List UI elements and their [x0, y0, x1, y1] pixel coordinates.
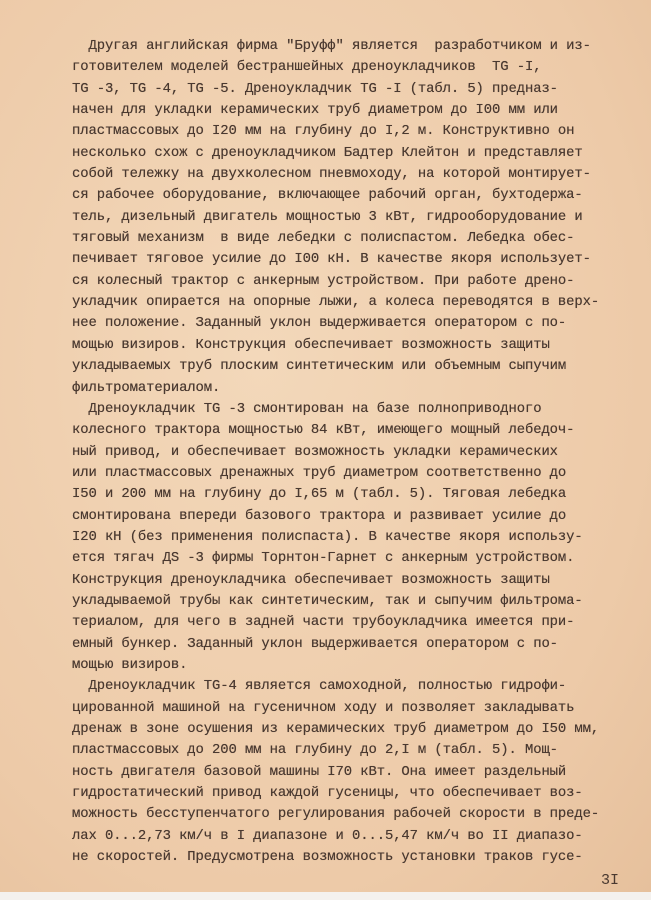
text-line: ность двигателя базовой машины I70 кВт. Она имеет раздельный	[72, 763, 567, 780]
text-line: I50 и 200 мм на глубину до I,65 м (табл. 5). Тяговая лебедка	[72, 486, 567, 503]
text-line: тель, дизельный двигатель мощностью 3 кВт, гидрооборудование и	[72, 208, 583, 225]
text-line: пластмассовых до 200 мм на глубину до 2,I м (табл. 5). Мощ-	[72, 742, 558, 759]
text-line: ся колесный трактор с анкерным устройством. При работе дрено-	[72, 272, 575, 289]
text-line: дренаж в зоне осушения из керамических труб диаметром до I50 мм,	[72, 721, 600, 737]
text-line: I20 кН (без применения полиспаста). В качестве якоря использу-	[72, 528, 583, 545]
text-line: начен для укладки керамических труб диаметром до I00 мм или	[72, 102, 558, 119]
text-line: мощью визиров.	[72, 656, 188, 673]
text-line: Другая английская фирма "Бруфф" является разработчиком и из-	[72, 38, 591, 54]
text-line: ется тягач ДS -3 фирмы Торнтон-Гарнет с анкерным устройством.	[72, 550, 575, 567]
page-edge	[0, 892, 651, 900]
text-line: фильтроматериалом.	[72, 379, 221, 396]
text-line: собой тележку на двухколесном пневмоходу, на которой монтирует-	[72, 166, 591, 183]
text-line: укладываемой трубы как синтетическим, так и сыпучим фильтрома-	[72, 592, 583, 609]
text-line: укладываемых труб плоским синтетическим или объемным сыпучим	[72, 358, 567, 375]
text-line: лах 0...2,73 км/ч в I диапазоне и 0...5,47 км/ч во II диапазо-	[72, 827, 583, 844]
document-body	[72, 36, 632, 868]
text-line: смонтирована впереди базового трактора и развивает усилие до	[72, 507, 567, 524]
text-line: ся рабочее оборудование, включающее рабочий орган, бухтодержа-	[72, 187, 583, 204]
text-line: ный привод, и обеспечивает возможность укладки керамических	[72, 443, 558, 460]
text-line: гидростатический привод каждой гусеницы, что обеспечивает воз-	[72, 785, 583, 802]
text-line: TG -3, TG -4, TG -5. Дреноукладчик TG -I (табл. 5) предназ-	[72, 80, 558, 97]
text-line: Дреноукладчик TG-4 является самоходной, полностью гидрофи-	[72, 678, 567, 695]
text-line: териалом, для чего в задней части трубоукладчика имеется при-	[72, 614, 575, 631]
text-line: Дреноукладчик TG -3 смонтирован на базе полноприводного	[72, 400, 542, 417]
text-line: емный бункер. Заданный уклон выдерживается оператором с по-	[72, 635, 558, 652]
text-line: колесного трактора мощностью 84 кВт, имеющего мощный лебедоч-	[72, 422, 575, 439]
text-line: печивает тяговое усилие до I00 кН. В качестве якоря использует-	[72, 251, 591, 268]
text-line: мощью визиров. Конструкция обеспечивает возможность защиты	[72, 336, 550, 353]
text-line: готовителем моделей бестраншейных дреноукладчиков TG -I,	[72, 59, 542, 76]
page-number: 3I	[601, 872, 620, 889]
text-line: не скоростей. Предусмотрена возможность установки траков гусе-	[72, 849, 583, 866]
text-line: укладчик опирается на опорные лыжи, а колеса переводятся в верх-	[72, 294, 600, 311]
text-line: тяговый механизм в виде лебедки с полиспастом. Лебедка обес-	[72, 230, 575, 247]
text-line: нее положение. Заданный уклон выдерживается оператором с по-	[72, 315, 567, 332]
text-line: Конструкция дреноукладчика обеспечивает возможность защиты	[72, 571, 550, 588]
text-line: несколько схож с дреноукладчиком Бадтер Клейтон и представляет	[72, 144, 583, 161]
text-line: или пластмассовых дренажных труб диаметром соответственно до	[72, 464, 567, 481]
text-line: можность бесступенчатого регулирования рабочей скорости в преде-	[72, 806, 600, 823]
text-line: пластмассовых до I20 мм на глубину до I,2 м. Конструктивно он	[72, 123, 575, 140]
text-line: цированной машиной на гусеничном ходу и позволяет закладывать	[72, 699, 575, 716]
